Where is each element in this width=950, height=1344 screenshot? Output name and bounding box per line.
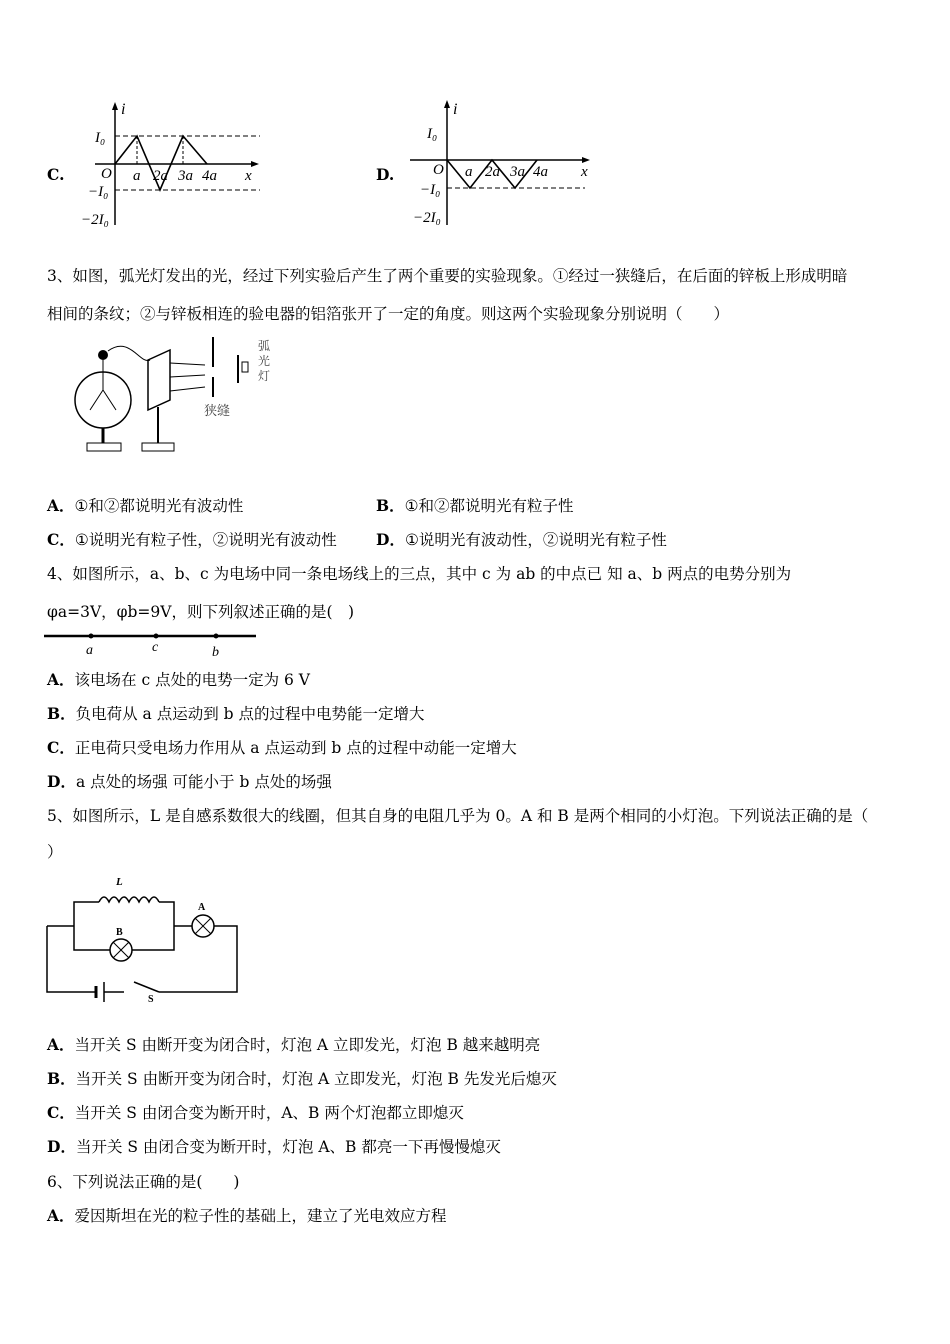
origin: O xyxy=(433,162,444,178)
tick-neg-2i0: −2I₀ xyxy=(81,212,109,228)
label-s: S xyxy=(148,994,154,1005)
tick-i0: I₀ xyxy=(427,126,438,142)
tick-4a: 4a xyxy=(202,168,217,184)
text: 正电荷只受电场力作用从 a 点运动到 b 点的过程中动能一定增大 xyxy=(74,739,517,757)
tick-i0: I₀ xyxy=(95,130,106,146)
label: B． xyxy=(376,496,405,515)
q4-stem-line2: φa=3V，φb=9V，则下列叙述正确的是( ) xyxy=(47,603,355,621)
q6-option-a xyxy=(47,1206,447,1226)
label: A． xyxy=(47,496,75,515)
origin: O xyxy=(101,166,112,182)
axis-x: x xyxy=(245,168,252,184)
text: 当开关 S 由断开变为闭合时，灯泡 A 立即发光，灯泡 B 先发光后熄灭 xyxy=(75,1070,557,1088)
text: ①和②都说明光有粒子性 xyxy=(404,497,574,515)
field-line-figure xyxy=(44,630,264,660)
tick-a: a xyxy=(465,164,473,180)
q3-stem-line1: 3、如图，弧光灯发出的光，经过下列实验后产生了两个重要的实验现象。①经过一狭缝后，在后面的锌板上形成明暗 xyxy=(47,267,848,285)
text: 负电荷从 a 点运动到 b 点的过程中电势能一定增大 xyxy=(75,705,425,723)
q4-option-c xyxy=(47,738,517,758)
option-c-label: C. xyxy=(47,165,65,184)
label: A． xyxy=(47,1206,75,1225)
text: ①和②都说明光有波动性 xyxy=(74,497,244,515)
q6-stem: 6、下列说法正确的是( ) xyxy=(47,1173,240,1191)
q5-option-c xyxy=(47,1103,464,1123)
text: 爱因斯坦在光的粒子性的基础上，建立了光电效应方程 xyxy=(74,1207,447,1225)
q3-stem-line2: 相间的条纹；②与锌板相连的验电器的铝箔张开了一定的角度。则这两个实验现象分别说明（ ） xyxy=(47,305,730,323)
photoelectric-apparatus-figure xyxy=(70,335,290,457)
text: ①说明光有波动性，②说明光有粒子性 xyxy=(404,531,667,549)
label-l: L xyxy=(116,876,123,888)
label: B． xyxy=(47,704,76,723)
lamp-label-1: 弧 xyxy=(258,339,271,353)
axis-x: x xyxy=(581,164,588,180)
text: 当开关 S 由闭合变为断开时，A、B 两个灯泡都立即熄灭 xyxy=(74,1104,464,1122)
q5-stem-line1: 5、如图所示，L 是自感系数很大的线圈，但其自身的电阻几乎为 0。A 和 B 是两个相同的小灯泡。下列说法正确的是（ xyxy=(47,807,869,825)
slit-label: 狭缝 xyxy=(204,403,231,418)
graph-option-c xyxy=(81,100,275,230)
label: D． xyxy=(47,1137,76,1156)
q5-option-b xyxy=(47,1069,557,1089)
q5-option-d xyxy=(47,1137,501,1157)
q3-option-a xyxy=(47,496,243,516)
point-c: c xyxy=(152,640,159,655)
text: 该电场在 c 点处的电势一定为 6 V xyxy=(74,671,310,689)
tick-2a: 2a xyxy=(485,164,500,180)
option-d-label: D. xyxy=(376,165,395,184)
label-a: A xyxy=(198,902,206,913)
point-b: b xyxy=(212,645,219,660)
label: A． xyxy=(47,670,75,689)
q5-stem-line2: ） xyxy=(47,843,63,861)
tick-neg-i0: −I₀ xyxy=(88,184,109,200)
label: C． xyxy=(47,738,75,757)
label: D． xyxy=(47,772,76,791)
label: B． xyxy=(47,1069,76,1088)
label-b: B xyxy=(116,927,123,938)
label: D． xyxy=(376,530,405,549)
text: 当开关 S 由断开变为闭合时，灯泡 A 立即发光，灯泡 B 越来越明亮 xyxy=(74,1036,541,1054)
axis-i: i xyxy=(453,101,458,118)
lamp-label-3: 灯 xyxy=(258,369,271,383)
q4-option-b xyxy=(47,704,424,724)
tick-a: a xyxy=(133,168,141,184)
axis-i: i xyxy=(121,101,126,118)
circuit-figure xyxy=(44,870,244,1005)
text: 当开关 S 由闭合变为断开时，灯泡 A、B 都亮一下再慢慢熄灭 xyxy=(75,1138,501,1156)
tick-neg-i0: −I₀ xyxy=(420,182,441,198)
label: A． xyxy=(47,1035,75,1054)
graph-option-d xyxy=(405,100,600,230)
q4-option-a xyxy=(47,670,310,690)
q4-option-d xyxy=(47,772,332,792)
tick-3a: 3a xyxy=(178,168,193,184)
q4-stem-line1: 4、如图所示，a、b、c 为电场中同一条电场线上的三点，其中 c 为 ab 的中点已 知 a、b 两点的电势分别为 xyxy=(47,565,792,583)
tick-neg-2i0: −2I₀ xyxy=(413,210,441,226)
tick-2a: 2a xyxy=(153,168,168,184)
text: a 点处的场强 可能小于 b 点处的场强 xyxy=(75,773,332,791)
lamp-label-2: 光 xyxy=(258,354,271,368)
q3-option-c xyxy=(47,530,337,550)
tick-4a: 4a xyxy=(533,164,548,180)
q5-option-a xyxy=(47,1035,540,1055)
q3-option-d xyxy=(376,530,667,550)
point-a: a xyxy=(86,643,93,658)
label: C． xyxy=(47,530,75,549)
label: C． xyxy=(47,1103,75,1122)
q3-option-b xyxy=(376,496,574,516)
tick-3a: 3a xyxy=(510,164,525,180)
text: ①说明光有粒子性，②说明光有波动性 xyxy=(74,531,337,549)
